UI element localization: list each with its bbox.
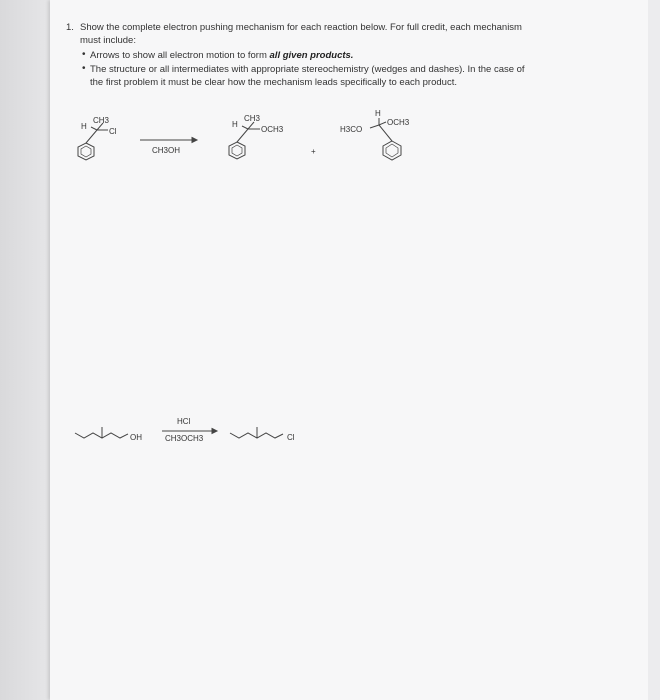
question-number: 1. xyxy=(66,22,74,33)
reagent-ch3oh-label: CH3OH xyxy=(152,146,181,155)
reactant-bond-ring-c xyxy=(86,130,97,143)
product1-h-label: H xyxy=(232,120,238,129)
plus-sign: + xyxy=(311,147,316,156)
product2-bond-c-h3co xyxy=(370,125,379,128)
reactant-h-label: H xyxy=(81,122,87,131)
bullet-2-line2: the first problem it must be clear how the mechanism leads specifically to each product. xyxy=(90,77,457,88)
reactant-bond-c-h xyxy=(91,127,97,130)
reaction2-cl-label: Cl xyxy=(287,433,295,442)
question-intro-line1: Show the complete electron pushing mechanism for each reaction below. For full credit, each mechanism xyxy=(80,22,522,33)
reactant-cl-label: Cl xyxy=(109,127,117,136)
bullet-dot-2: • xyxy=(82,63,86,74)
bullet-dot-1: • xyxy=(82,49,86,60)
question-intro-line2: must include: xyxy=(80,35,136,46)
bullet-2-line1: The structure or all intermediates with appropriate stereochemistry (wedges and dashes). In the case of xyxy=(90,64,525,75)
reactant-ch3-label: CH3 xyxy=(93,116,110,125)
product1-bond-c-h xyxy=(242,126,248,129)
reactant-benzene-ring xyxy=(78,143,94,160)
product2-och3-label: OCH3 xyxy=(387,118,410,127)
product2-bond-c-och3 xyxy=(379,122,386,125)
product1-bond-ring-c xyxy=(237,129,248,142)
product2-bond-ring-c xyxy=(379,125,392,141)
product2-h-label: H xyxy=(375,109,381,118)
reaction2-hcl-label: HCl xyxy=(177,417,191,426)
bullet-1: Arrows to show all electron motion to form all given products. xyxy=(90,50,354,61)
product2-h3co-label: H3CO xyxy=(340,125,363,134)
reaction1-arrow-head xyxy=(192,138,197,143)
product1-bond-c-ch3 xyxy=(248,122,254,129)
reaction2-oh-label: OH xyxy=(130,433,142,442)
product2-benzene-ring xyxy=(383,141,401,160)
product1-och3-label: OCH3 xyxy=(261,125,284,134)
reaction2-ch3och3-label: CH3OCH3 xyxy=(165,434,204,443)
product1-ch3-label: CH3 xyxy=(244,114,261,123)
reaction2-arrow-head xyxy=(212,429,217,434)
product1-benzene-ring xyxy=(229,142,245,159)
